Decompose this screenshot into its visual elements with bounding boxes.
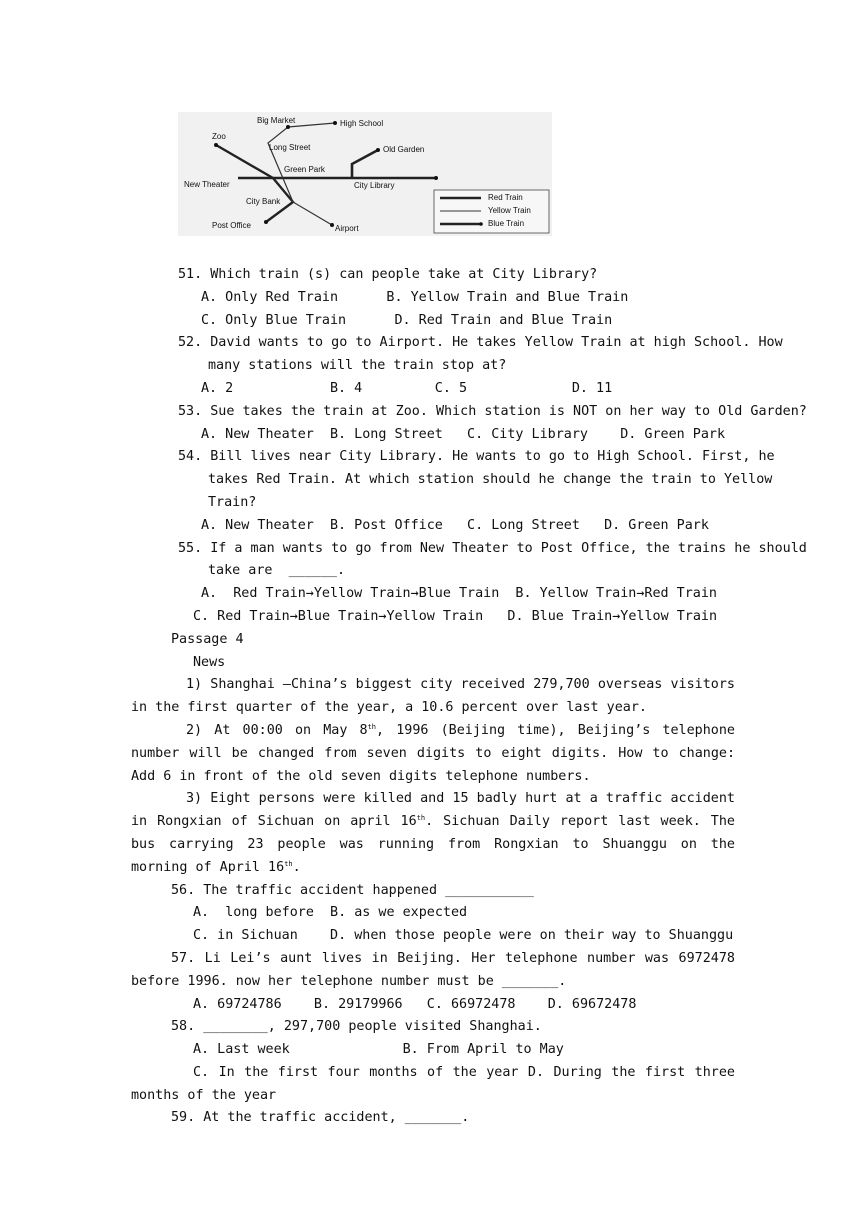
q58-options-row2: C. In the first four months of the year D. During the first three months of the year <box>131 1064 735 1103</box>
news-item-2-superscript: th <box>367 722 377 731</box>
label-city-library: City Library <box>354 181 395 190</box>
label-airport: Airport <box>335 224 359 233</box>
q51-options-row2: C. Only Blue Train D. Red Train and Blue Train <box>201 312 613 328</box>
q58-options-row1: A. Last week B. From April to May <box>193 1042 564 1058</box>
label-zoo: Zoo <box>212 132 226 141</box>
q55-options-row2: C. Red Train→Blue Train→Yellow Train D. Blue Train→Yellow Train <box>193 608 718 624</box>
q55-stem-line1: 55. If a man wants to go from New Theater to Post Office, the trains he should <box>178 540 807 556</box>
q54-stem-line2: takes Red Train. At which station should he change the train to Yellow <box>208 472 773 488</box>
q52-stem-line1: 52. David wants to go to Airport. He takes Yellow Train at high School. How <box>178 335 783 351</box>
q56-options-row1: A. long before B. as we expected <box>193 905 468 921</box>
station-dot-old-garden <box>376 148 380 152</box>
label-post-office: Post Office <box>212 221 251 230</box>
station-dot-airport <box>330 223 334 227</box>
news-item-3-part1: 3) Eight persons were killed and 15 badly hurt at a traffic accident in Rongxian of Sichuan on april 16 <box>131 791 735 830</box>
station-dot-line-end <box>434 176 438 180</box>
q53-stem: 53. Sue takes the train at Zoo. Which station is NOT on her way to Old Garden? <box>178 403 807 419</box>
news-item-3 <box>131 788 735 879</box>
q52-stem-line2: many stations will the train stop at? <box>208 358 507 374</box>
document-body <box>131 264 807 1130</box>
map-legend <box>434 190 549 233</box>
label-big-market: Big Market <box>257 116 296 125</box>
label-long-street: Long Street <box>269 143 311 152</box>
label-green-park: Green Park <box>284 165 325 174</box>
legend-blue-dot <box>479 222 483 226</box>
q58-stem: 58. ________, 297,700 people visited Shanghai. <box>171 1019 542 1035</box>
label-new-theater: New Theater <box>184 180 230 189</box>
q57-options: A. 69724786 B. 29179966 C. 66972478 D. 69672478 <box>193 996 637 1012</box>
q51-stem: 51. Which train (s) can people take at City Library? <box>178 267 598 282</box>
legend-blue-label: Blue Train <box>488 219 525 228</box>
legend-yellow-label: Yellow Train <box>488 206 531 215</box>
q56-stem: 56. The traffic accident happened ___________ <box>171 882 534 898</box>
q52-options: A. 2 B. 4 C. 5 D. 11 <box>201 380 613 396</box>
news-item-2 <box>131 720 735 788</box>
q54-stem-line3: Train? <box>208 494 257 510</box>
train-route-map <box>178 112 552 236</box>
station-dot-post-office <box>264 220 268 224</box>
q57-stem: 57. Li Lei’s aunt lives in Beijing. Her telephone number was 6972478 before 1996. now her telephone number must be _______. <box>131 950 735 989</box>
q55-options-row1: A. Red Train→Yellow Train→Blue Train B. Yellow Train→Red Train <box>201 586 717 602</box>
news-item-3-superscript2: th <box>284 859 293 868</box>
q54-options: A. New Theater B. Post Office C. Long Street D. Green Park <box>201 517 709 533</box>
passage-title: Passage 4 <box>171 631 244 647</box>
news-item-2-part2: , 1996 (Beijing time), Beijing’s telephone number will be changed from seven digits to eight digits. How to change: Add 6 in front of the old seven digits telephone numbers. <box>131 722 735 784</box>
station-dot-big-market <box>286 125 290 129</box>
news-item-3-part3: . <box>292 859 301 875</box>
q56-options-row2: C. in Sichuan D. when those people were on their way to Shuanggu <box>193 928 734 944</box>
news-item-2-part1: 2) At 00:00 on May 8 <box>186 722 368 738</box>
q53-options: A. New Theater B. Long Street C. City Library D. Green Park <box>201 426 726 442</box>
news-item-1: 1) Shanghai —China’s biggest city received 279,700 overseas visitors in the first quarter of the year, a 10.6 percent over last year. <box>131 677 735 716</box>
news-item-3-superscript1: th <box>416 814 426 823</box>
legend-red-label: Red Train <box>488 193 523 202</box>
station-dot-high-school <box>333 121 337 125</box>
label-high-school: High School <box>340 119 384 128</box>
q55-stem-line2: take are ______. <box>208 563 346 579</box>
news-item-3-part2: . Sichuan Daily report last week. The bus carrying 23 people was running from Rongxian to Shuanggu on the morning of April 16 <box>131 814 735 875</box>
news-heading: News <box>193 654 226 670</box>
q54-stem-line1: 54. Bill lives near City Library. He wants to go to High School. First, he <box>178 449 775 465</box>
q51-options-row1: A. Only Red Train B. Yellow Train and Blue Train <box>201 289 629 305</box>
station-dot-zoo <box>214 143 218 147</box>
q59-stem: 59. At the traffic accident, _______. <box>171 1110 470 1126</box>
label-city-bank: City Bank <box>246 197 281 206</box>
label-old-garden: Old Garden <box>383 145 425 154</box>
